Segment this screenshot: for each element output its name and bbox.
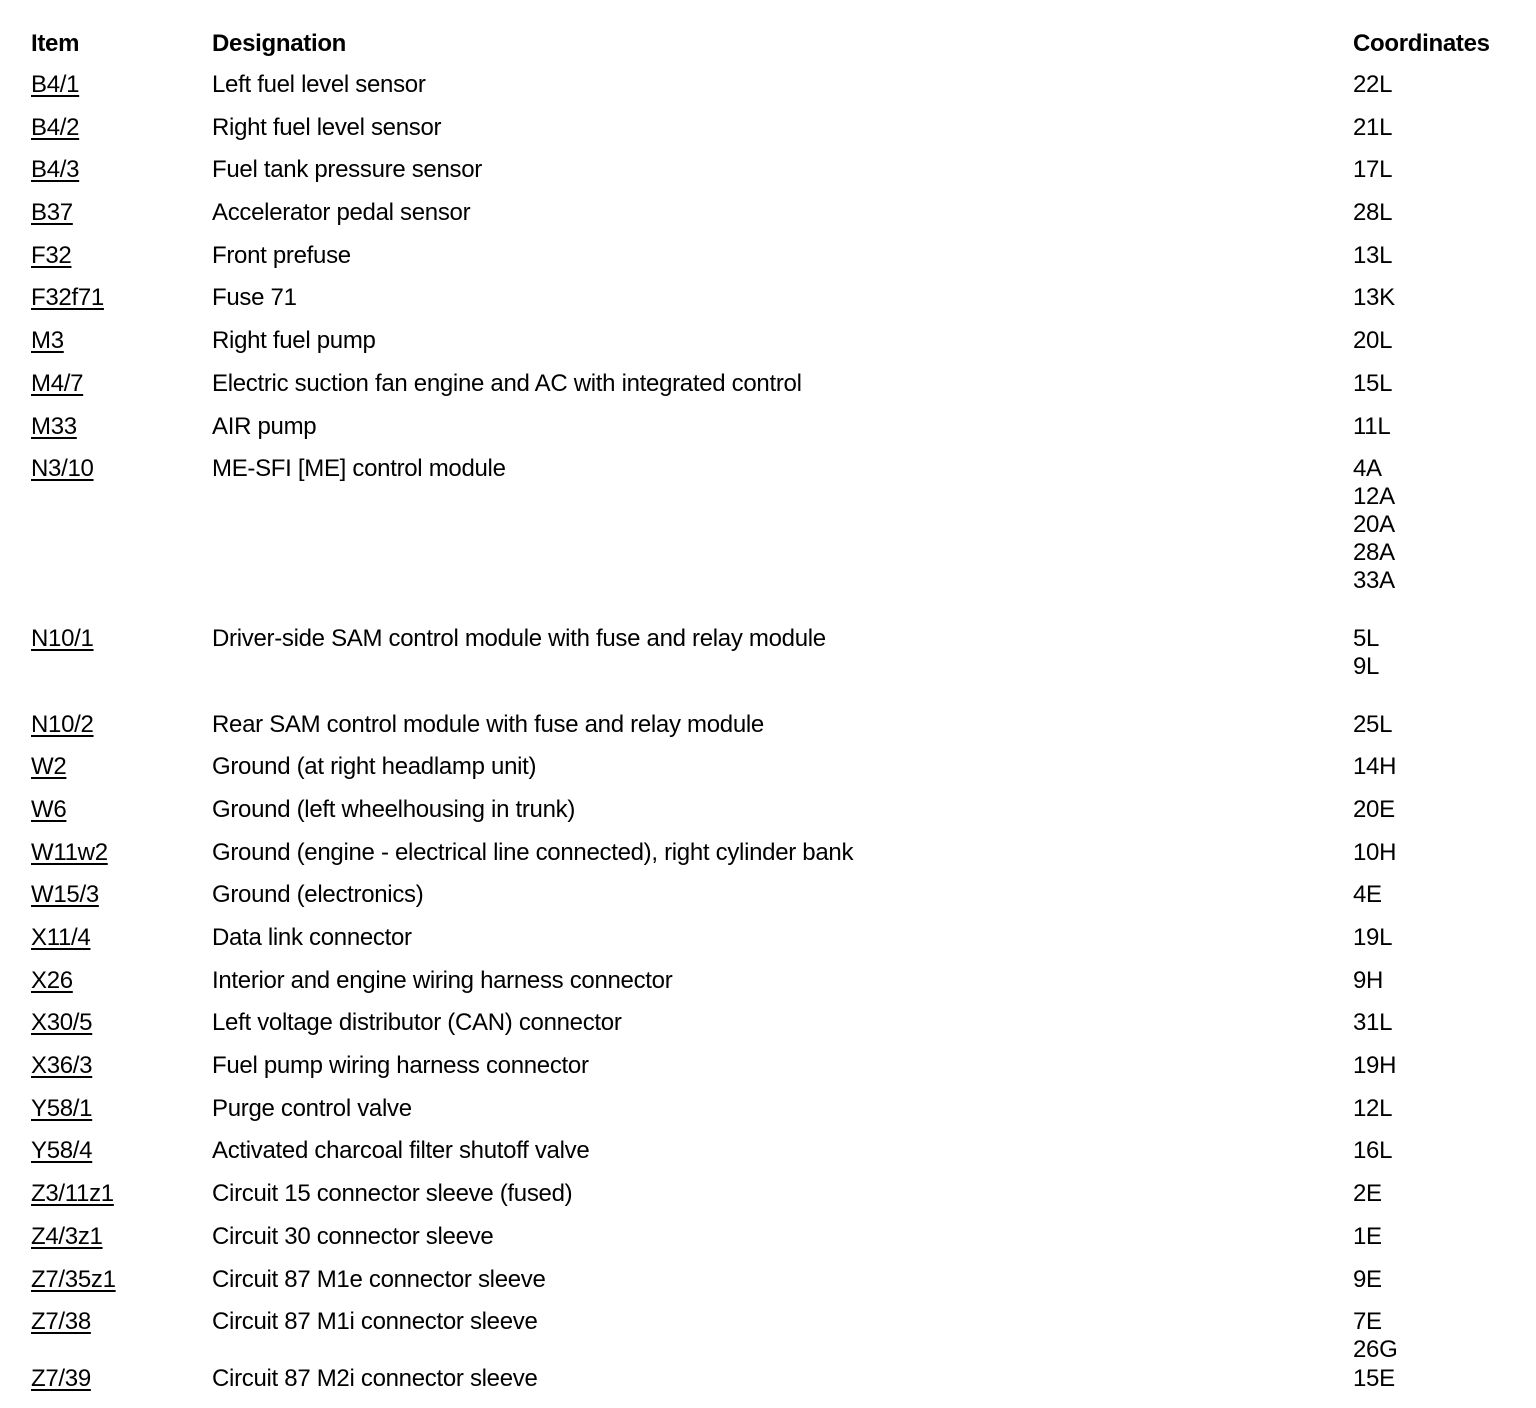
table-row — [0, 1180, 1536, 1223]
table-row — [0, 1223, 1536, 1266]
designation-text: Fuel pump wiring harness connector — [212, 1052, 589, 1080]
coordinates-cell — [1353, 284, 1395, 312]
coordinates-cell — [1353, 1052, 1396, 1080]
coordinates-cell — [1353, 1137, 1392, 1165]
table-row — [0, 455, 1536, 625]
coordinate-value: 20E — [1353, 795, 1395, 823]
table-row — [0, 1365, 1536, 1408]
designation-text: Circuit 87 M1i connector sleeve — [212, 1308, 538, 1336]
coordinate-value: 31L — [1353, 1009, 1393, 1037]
coordinates-cell — [1353, 924, 1392, 952]
coordinates-cell — [1353, 114, 1392, 142]
coordinate-value: 13K — [1353, 284, 1395, 312]
coordinate-value: 21L — [1353, 113, 1393, 141]
item-link[interactable]: W6 — [31, 795, 67, 823]
designation-text: Driver-side SAM control module with fuse and relay module — [212, 624, 826, 652]
coordinate-value: 26G — [1353, 1336, 1398, 1364]
designation-text: Fuel tank pressure sensor — [212, 156, 482, 184]
header-designation: Designation — [212, 30, 347, 57]
designation-text: Purge control valve — [212, 1094, 412, 1122]
table-row — [0, 625, 1536, 711]
item-link[interactable]: Y58/1 — [31, 1094, 93, 1122]
table-row — [0, 370, 1536, 413]
designation-text: Ground (engine - electrical line connected), right cylinder bank — [212, 838, 854, 866]
item-link[interactable]: Z7/35z1 — [31, 1265, 116, 1293]
coordinate-value: 14H — [1353, 753, 1397, 781]
coordinate-value: 20L — [1353, 327, 1393, 355]
designation-text: Circuit 87 M2i connector sleeve — [212, 1365, 538, 1393]
designation-text: Electric suction fan engine and AC with integrated control — [212, 369, 802, 397]
coordinate-value: 4E — [1353, 881, 1382, 909]
coordinate-value: 9L — [1353, 652, 1380, 680]
designation-text: Activated charcoal filter shutoff valve — [212, 1137, 590, 1165]
coordinate-value: 12L — [1353, 1094, 1393, 1122]
coordinates-cell — [1353, 1223, 1382, 1251]
coordinate-value: 15E — [1353, 1365, 1395, 1393]
designation-text: Rear SAM control module with fuse and relay module — [212, 710, 764, 738]
table-row — [0, 1137, 1536, 1180]
coordinate-value: 19L — [1353, 924, 1393, 951]
item-link[interactable]: B4/1 — [31, 71, 80, 98]
coordinate-value: 1E — [1353, 1222, 1382, 1250]
designation-text: Right fuel pump — [212, 327, 376, 355]
item-link[interactable]: M4/7 — [31, 369, 84, 397]
coordinate-value: 10H — [1353, 838, 1397, 866]
header-coordinates: Coordinates — [1353, 30, 1490, 57]
coordinates-cell — [1353, 455, 1395, 595]
designation-text: Circuit 15 connector sleeve (fused) — [212, 1180, 573, 1208]
coordinate-value: 2E — [1353, 1180, 1382, 1208]
coordinate-value: 5L — [1353, 624, 1380, 652]
item-link[interactable]: X36/3 — [31, 1052, 93, 1080]
coordinates-cell — [1353, 1365, 1395, 1393]
coordinates-cell — [1353, 967, 1383, 995]
designation-text: AIR pump — [212, 412, 317, 440]
coordinates-cell — [1353, 796, 1395, 824]
coordinate-value: 4A — [1353, 455, 1382, 483]
item-link[interactable]: Z4/3z1 — [31, 1222, 103, 1250]
item-link[interactable]: W2 — [31, 753, 67, 781]
coordinates-cell — [1353, 625, 1379, 681]
table-row — [0, 156, 1536, 199]
designation-text: Accelerator pedal sensor — [212, 199, 471, 227]
coordinates-cell — [1353, 1308, 1397, 1364]
coordinate-value: 9H — [1353, 966, 1384, 994]
item-link[interactable]: B37 — [31, 199, 73, 227]
table-row — [0, 967, 1536, 1010]
item-link[interactable]: Z7/39 — [31, 1365, 91, 1393]
designation-text: Ground (at right headlamp unit) — [212, 753, 537, 781]
designation-text: Circuit 87 M1e connector sleeve — [212, 1265, 546, 1293]
coordinates-cell — [1353, 1095, 1392, 1123]
coordinates-cell — [1353, 1180, 1382, 1208]
item-link[interactable]: X30/5 — [31, 1009, 93, 1037]
table-row — [0, 1308, 1536, 1365]
table-row — [0, 711, 1536, 754]
coordinate-value: 33A — [1353, 567, 1395, 595]
designation-text: Interior and engine wiring harness connector — [212, 966, 673, 994]
item-link[interactable]: W15/3 — [31, 881, 99, 909]
coordinate-value: 17L — [1353, 156, 1393, 184]
table-row — [0, 1095, 1536, 1138]
coordinates-cell — [1353, 711, 1392, 739]
item-link[interactable]: N3/10 — [31, 455, 94, 483]
item-link[interactable]: M33 — [31, 412, 77, 440]
coordinates-cell — [1353, 1266, 1382, 1294]
designation-text: Right fuel level sensor — [212, 113, 442, 141]
designation-text: Circuit 30 connector sleeve — [212, 1222, 494, 1250]
coordinate-value: 19H — [1353, 1052, 1397, 1080]
coordinates-cell — [1353, 413, 1390, 441]
component-table — [0, 71, 1536, 1408]
coordinate-value: 22L — [1353, 71, 1393, 98]
coordinate-value: 9E — [1353, 1265, 1382, 1293]
coordinates-cell — [1353, 753, 1396, 781]
designation-text: Ground (electronics) — [212, 881, 424, 909]
table-row — [0, 1009, 1536, 1052]
item-link[interactable]: X11/4 — [31, 924, 91, 951]
table-row — [0, 881, 1536, 924]
designation-text: Ground (left wheelhousing in trunk) — [212, 795, 576, 823]
designation-text: Left voltage distributor (CAN) connector — [212, 1009, 622, 1037]
item-link[interactable]: N10/1 — [31, 624, 94, 652]
coordinate-value: 25L — [1353, 710, 1393, 738]
designation-text: ME-SFI [ME] control module — [212, 455, 506, 483]
table-row — [0, 242, 1536, 285]
coordinates-cell — [1353, 156, 1392, 184]
item-link[interactable]: B4/2 — [31, 113, 80, 141]
coordinates-cell — [1353, 327, 1392, 355]
table-row — [0, 753, 1536, 796]
coordinates-cell — [1353, 1009, 1392, 1037]
designation-text: Data link connector — [212, 924, 412, 951]
coordinate-value: 7E — [1353, 1308, 1382, 1336]
coordinates-cell — [1353, 370, 1392, 398]
table-row — [0, 1266, 1536, 1309]
item-link[interactable]: Y58/4 — [31, 1137, 93, 1165]
designation-text: Left fuel level sensor — [212, 71, 426, 98]
designation-text: Fuse 71 — [212, 284, 297, 312]
coordinate-value: 28L — [1353, 199, 1393, 227]
coordinate-value: 20A — [1353, 511, 1395, 539]
coordinate-value: 28A — [1353, 539, 1395, 567]
table-row — [0, 839, 1536, 882]
item-link[interactable]: B4/3 — [31, 156, 80, 184]
table-row — [0, 71, 1536, 114]
item-link[interactable]: W11w2 — [31, 838, 108, 866]
coordinate-value: 16L — [1353, 1137, 1393, 1165]
item-link[interactable]: Z7/38 — [31, 1308, 91, 1336]
designation-text: Front prefuse — [212, 241, 351, 269]
item-link[interactable]: N10/2 — [31, 710, 94, 738]
item-link[interactable]: F32f71 — [31, 284, 104, 312]
table-row — [0, 114, 1536, 157]
coordinates-cell — [1353, 881, 1382, 909]
table-row — [0, 1052, 1536, 1095]
coordinate-value: 15L — [1353, 369, 1393, 397]
table-row — [0, 924, 1536, 967]
coordinates-cell — [1353, 199, 1392, 227]
coordinates-cell — [1353, 71, 1392, 99]
coordinate-value: 13L — [1353, 241, 1393, 269]
table-row — [0, 284, 1536, 327]
table-row — [0, 199, 1536, 242]
table-row — [0, 413, 1536, 456]
table-row — [0, 327, 1536, 370]
coordinates-cell — [1353, 839, 1396, 867]
item-link[interactable]: M3 — [31, 327, 64, 355]
coordinate-value: 11L — [1353, 412, 1391, 440]
item-link[interactable]: Z3/11z1 — [31, 1180, 114, 1208]
header-item: Item — [31, 30, 80, 57]
item-link[interactable]: F32 — [31, 241, 72, 269]
item-link[interactable]: X26 — [31, 966, 73, 994]
coordinates-cell — [1353, 242, 1392, 270]
table-row — [0, 796, 1536, 839]
coordinate-value: 12A — [1353, 483, 1395, 511]
